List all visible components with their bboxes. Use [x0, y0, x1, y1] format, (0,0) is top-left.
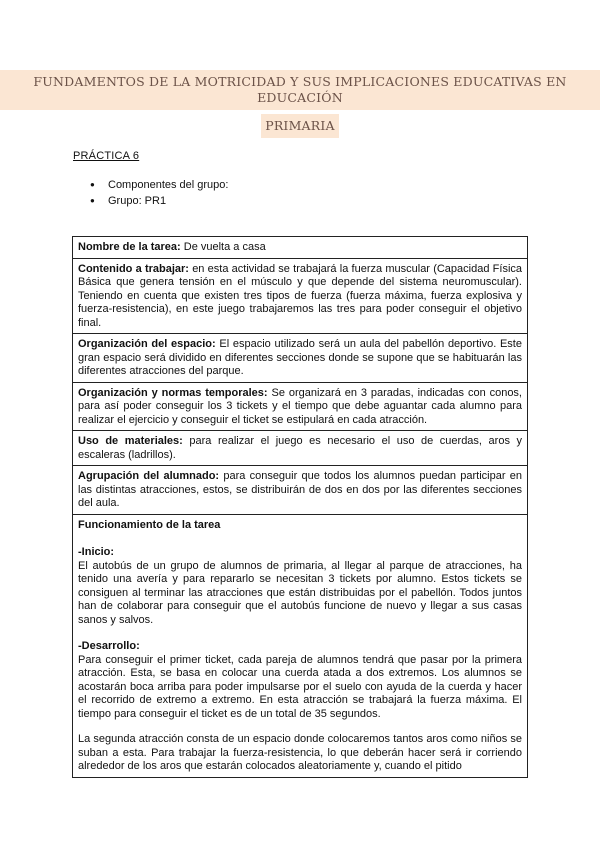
task-name-value: De vuelta a casa: [180, 241, 266, 253]
paragraph-gap: [78, 721, 522, 733]
rules-value: Se organizará en 3 paradas, indicadas con conos, para así poder conseguir los 3 tickets y el tiempo que debe aguantar cada alumno para realizar el ejercicio y conseguir el ticket se estipulará en cada atracción.: [78, 386, 522, 426]
operation-cell: [73, 514, 528, 777]
practica-heading: PRÁCTICA 6: [73, 150, 140, 162]
grouping-value: para conseguir que todos los alumnos puedan participar en las distintas atracciones, estos, se distribuirán de dos en dos por las diferentes secciones del aula.: [78, 470, 522, 509]
space-cell: [73, 334, 528, 383]
table-row: [73, 466, 528, 515]
grouping-cell: [73, 466, 528, 515]
content-cell: [73, 258, 528, 334]
title-line-1: FUNDAMENTOS DE LA MOTRICIDAD Y SUS IMPLICACIONES EDUCATIVAS EN EDUCACIÓN: [0, 70, 600, 110]
inicio-text: El autobús de un grupo de alumnos de primaria, al llegar al parque de atracciones, ha tenido una avería y para repararlo se necesitan 3 tickets por alumno. Estos tickets se consiguen al terminar las atracciones que están distribuidas por el pabellón. Todos juntos han de colaborar para conseguir que el autobús funcione de nuevo y llegar a sus casas sanos y salvos.: [78, 559, 522, 626]
operation-label: Funcionamiento de la tarea: [78, 518, 221, 531]
table-row: [73, 431, 528, 466]
list-item: ● Componentes del grupo:: [90, 177, 228, 193]
inicio-label: -Inicio:: [78, 546, 115, 558]
desarrollo-text-1: Para conseguir el primer ticket, cada pareja de alumnos tendrá que pasar por la primera atracción. Esta, se basa en colocar una cuerda atada a dos extremos. Los alumnos se acostarán boca arriba para poder impulsarse por el suelo con ayuda de la cuerda y hacer el recorrido de extremo a extremo. En esta atracción se trabajará la fuerza máxima. El tiempo para conseguir el ticket es de un total de 35 segundos.: [78, 653, 522, 720]
table-row: [73, 334, 528, 383]
grouping-label: Agrupación del alumnado:: [78, 470, 220, 482]
table-row: [73, 382, 528, 431]
materials-cell: [73, 431, 528, 466]
materials-label: Uso de materiales:: [78, 435, 183, 447]
title-line-2: PRIMARIA: [261, 114, 339, 138]
table-row: [73, 258, 528, 334]
rules-label: Organización y normas temporales:: [78, 386, 268, 399]
list-item: ● Grupo: PR1: [90, 193, 228, 209]
content-label: Contenido a trabajar:: [78, 262, 189, 275]
content-value: en esta actividad se trabajará la fuerza muscular (Capacidad Física Básica que genera tensión en el músculo y que depende del sistema neuromuscular). Teniendo en cuenta que existen tres tipos de fuerza (fuerza máxima, fuerza explosiva y fuerza-resistencia), en este juego trabajaremos las tres para poder conseguir el objetivo final.: [78, 262, 523, 329]
group-info-list: [90, 177, 228, 209]
desarrollo-label: -Desarrollo:: [78, 640, 140, 652]
desarrollo-text-2: La segunda atracción consta de un espacio donde colocaremos tantos aros como niños se suban a esta. Para trabajar la fuerza-resistencia, lo que deberán hacer será ir corriendo alrededor de los aros que estarán colocados aleatoriamente y, cuando el pitido: [78, 733, 522, 772]
rules-cell: [73, 382, 528, 431]
space-label: Organización del espacio:: [78, 338, 216, 350]
materials-value: para realizar el juego es necesario el uso de cuerdas, aros y escaleras (ladrillos).: [78, 435, 522, 461]
task-table: [72, 236, 528, 778]
document-title: [0, 70, 600, 138]
table-row: [73, 237, 528, 259]
task-name-cell: [73, 237, 528, 259]
space-value: El espacio utilizado será un aula del pabellón deportivo. Este gran espacio será dividido en diferentes secciones donde se supone que se habituarán las diferentes atracciones del parque.: [78, 338, 522, 377]
table-row: [73, 514, 528, 777]
task-name-label: Nombre de la tarea:: [78, 241, 181, 253]
